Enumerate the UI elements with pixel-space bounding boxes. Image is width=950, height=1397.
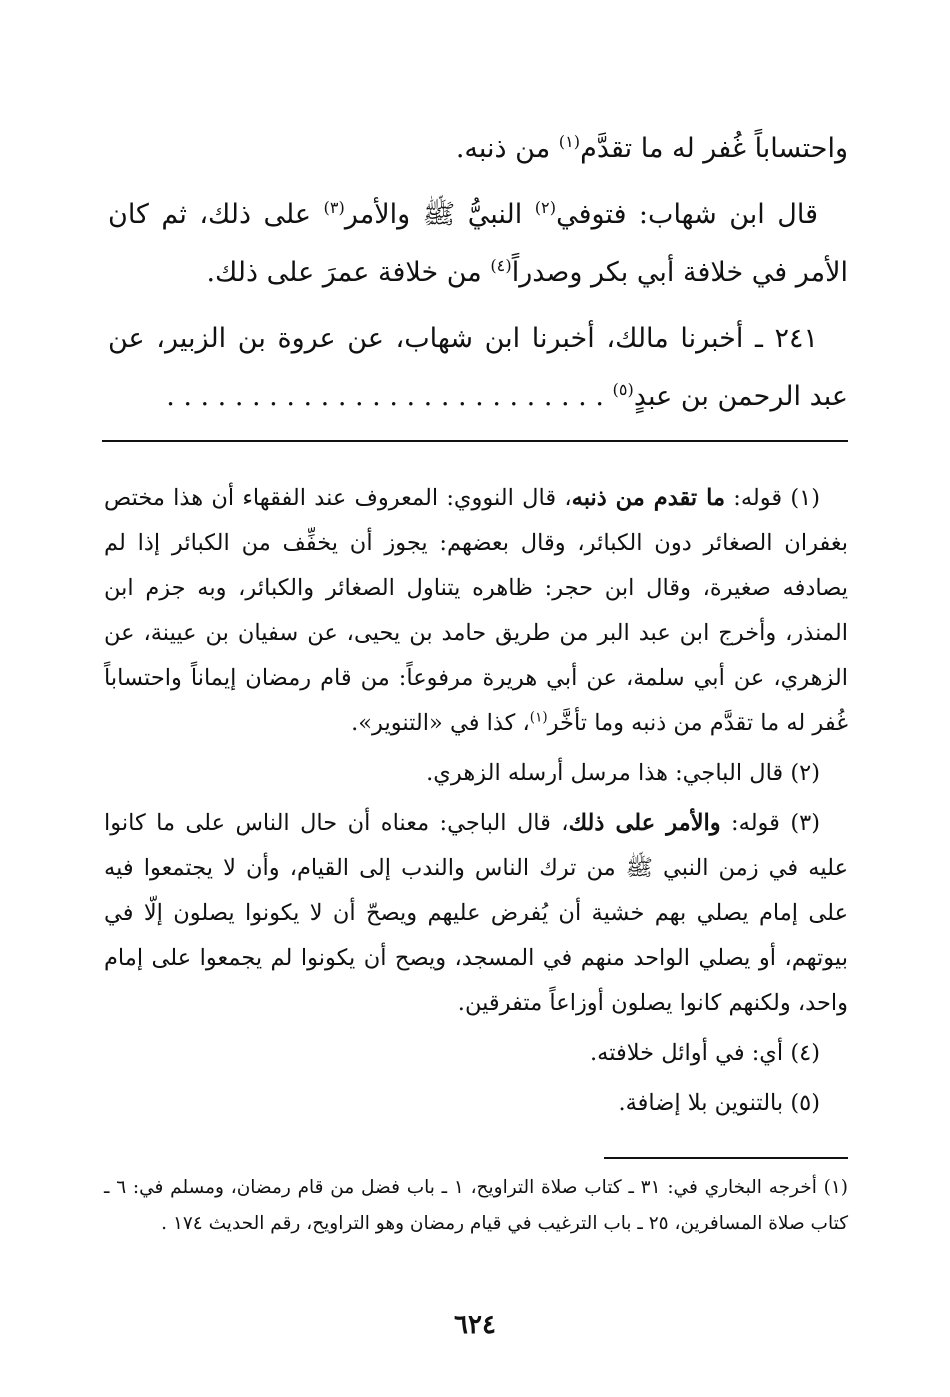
- footnotes: [104, 476, 848, 1131]
- footnote-ref: (١): [558, 132, 581, 151]
- footnote-ref: (١): [529, 709, 548, 726]
- text-span: من ذنبه.: [455, 133, 559, 164]
- footnote-ref: (٢): [534, 198, 557, 217]
- text-span: قال الباجي: هذا مرسل أرسله الزهري.: [426, 760, 784, 786]
- subnote-divider: [604, 1157, 848, 1159]
- text-span: من خلافة عمرَ على ذلك.: [206, 257, 491, 288]
- main-paragraph-hadith-241: [108, 310, 848, 426]
- main-line-1: [108, 120, 848, 178]
- text-span: ، قال الباجي: معناه أن حال الناس على ما كانوا عليه في زمن النبي ﷺ من ترك الناس والندب إلى القيام، وأن لا يجتمعوا فيه على إمام يصلي بهم خشية أن يُفرض عليهم ويصحّ أن لا يكونوا يصلون إلّا في بيوتهم، أو يصلي الواحد منهم في المسجد، ويصح أن يكونوا لم يجمعوا على إمام واحد، ولكنهم كانوا يصلون أوزاعاً متفرقين.: [104, 810, 848, 1016]
- main-text: [108, 120, 848, 434]
- page-number: ٦٢٤: [454, 1310, 496, 1340]
- footnote-ref: (٣): [323, 198, 345, 217]
- footnote-ref: (٥): [612, 380, 634, 399]
- text-span: واحتساباً غُفر له ما تقدَّم: [580, 133, 848, 164]
- footnote-number: (١): [782, 485, 821, 511]
- main-paragraph-ibn-shihab: [108, 186, 848, 302]
- sub-footnotes: [104, 1170, 848, 1242]
- sub-footnote-1: [104, 1170, 848, 1242]
- footnote-number: (٤): [783, 1040, 820, 1066]
- footnote-ref: (٤): [490, 256, 512, 275]
- text-span: قوله:: [720, 810, 780, 836]
- footnote-number: (٣): [779, 810, 820, 836]
- text-span: ٢٤١ ـ أخبرنا مالك، أخبرنا ابن شهاب، عن عروة بن الزبير، عن عبد الرحمن بن عبدٍ: [108, 323, 848, 412]
- footnote-2: [104, 751, 848, 796]
- text-span: أي: في أوائل خلافته.: [590, 1040, 784, 1066]
- text-span: ، كذا في «التنوير».: [351, 710, 530, 736]
- text-span: أخرجه البخاري في: ٣١ ـ كتاب صلاة التراويح، ١ ـ باب فضل من قام رمضان، ومسلم في: ٦ ـ كتاب صلاة المسافرين، ٢٥ ـ باب الترغيب في قيام رمضان وهو التراويح، رقم الحديث ١٧٤ .: [104, 1177, 848, 1234]
- text-span: على ذلك، ثم كان الأمر في خلافة أبي بكر وصدراً: [108, 199, 848, 288]
- footnote-number: (٢): [783, 760, 820, 786]
- text-span: قال ابن شهاب: فتوفي: [556, 199, 818, 230]
- bold-phrase: والأمر على ذلك: [568, 810, 721, 836]
- text-span: ، قال النووي: المعروف عند الفقهاء أن هذا مختص بغفران الصغائر دون الكبائر، وقال بعضهم: يجوز أن يخفِّف من الكبائر إذا لم يصادفه صغيرة، وقال ابن حجر: ظاهره يتناول الصغائر والكبائر، وبه جزم ابن المنذر، وأخرج ابن عبد البر من طريق حامد بن يحيى، عن سفيان بن عيينة، عن الزهري، عن أبي سلمة، عن أبي هريرة مرفوعاً: من قام رمضان إيماناً واحتساباً غُفر له ما تقدَّم من ذنبه وما تأخَّر: [104, 485, 848, 736]
- text-span: النبيُّ ﷺ والأمر: [344, 199, 535, 230]
- footnote-3: [104, 801, 848, 1026]
- text-span: قوله:: [725, 485, 783, 511]
- ellipsis-dots: . . . . . . . . . . . . . . . . . . . . . . . . . .: [166, 381, 613, 412]
- footnote-1: [104, 476, 848, 746]
- bold-phrase: ما تقدم من ذنبه: [571, 485, 725, 511]
- footnote-4: [104, 1031, 848, 1076]
- text-span: بالتنوين بلا إضافة.: [618, 1090, 784, 1116]
- footnote-number: (٥): [783, 1090, 820, 1116]
- footnote-number: (١): [816, 1177, 848, 1198]
- footnote-5: [104, 1081, 848, 1126]
- footnote-divider: [102, 440, 848, 442]
